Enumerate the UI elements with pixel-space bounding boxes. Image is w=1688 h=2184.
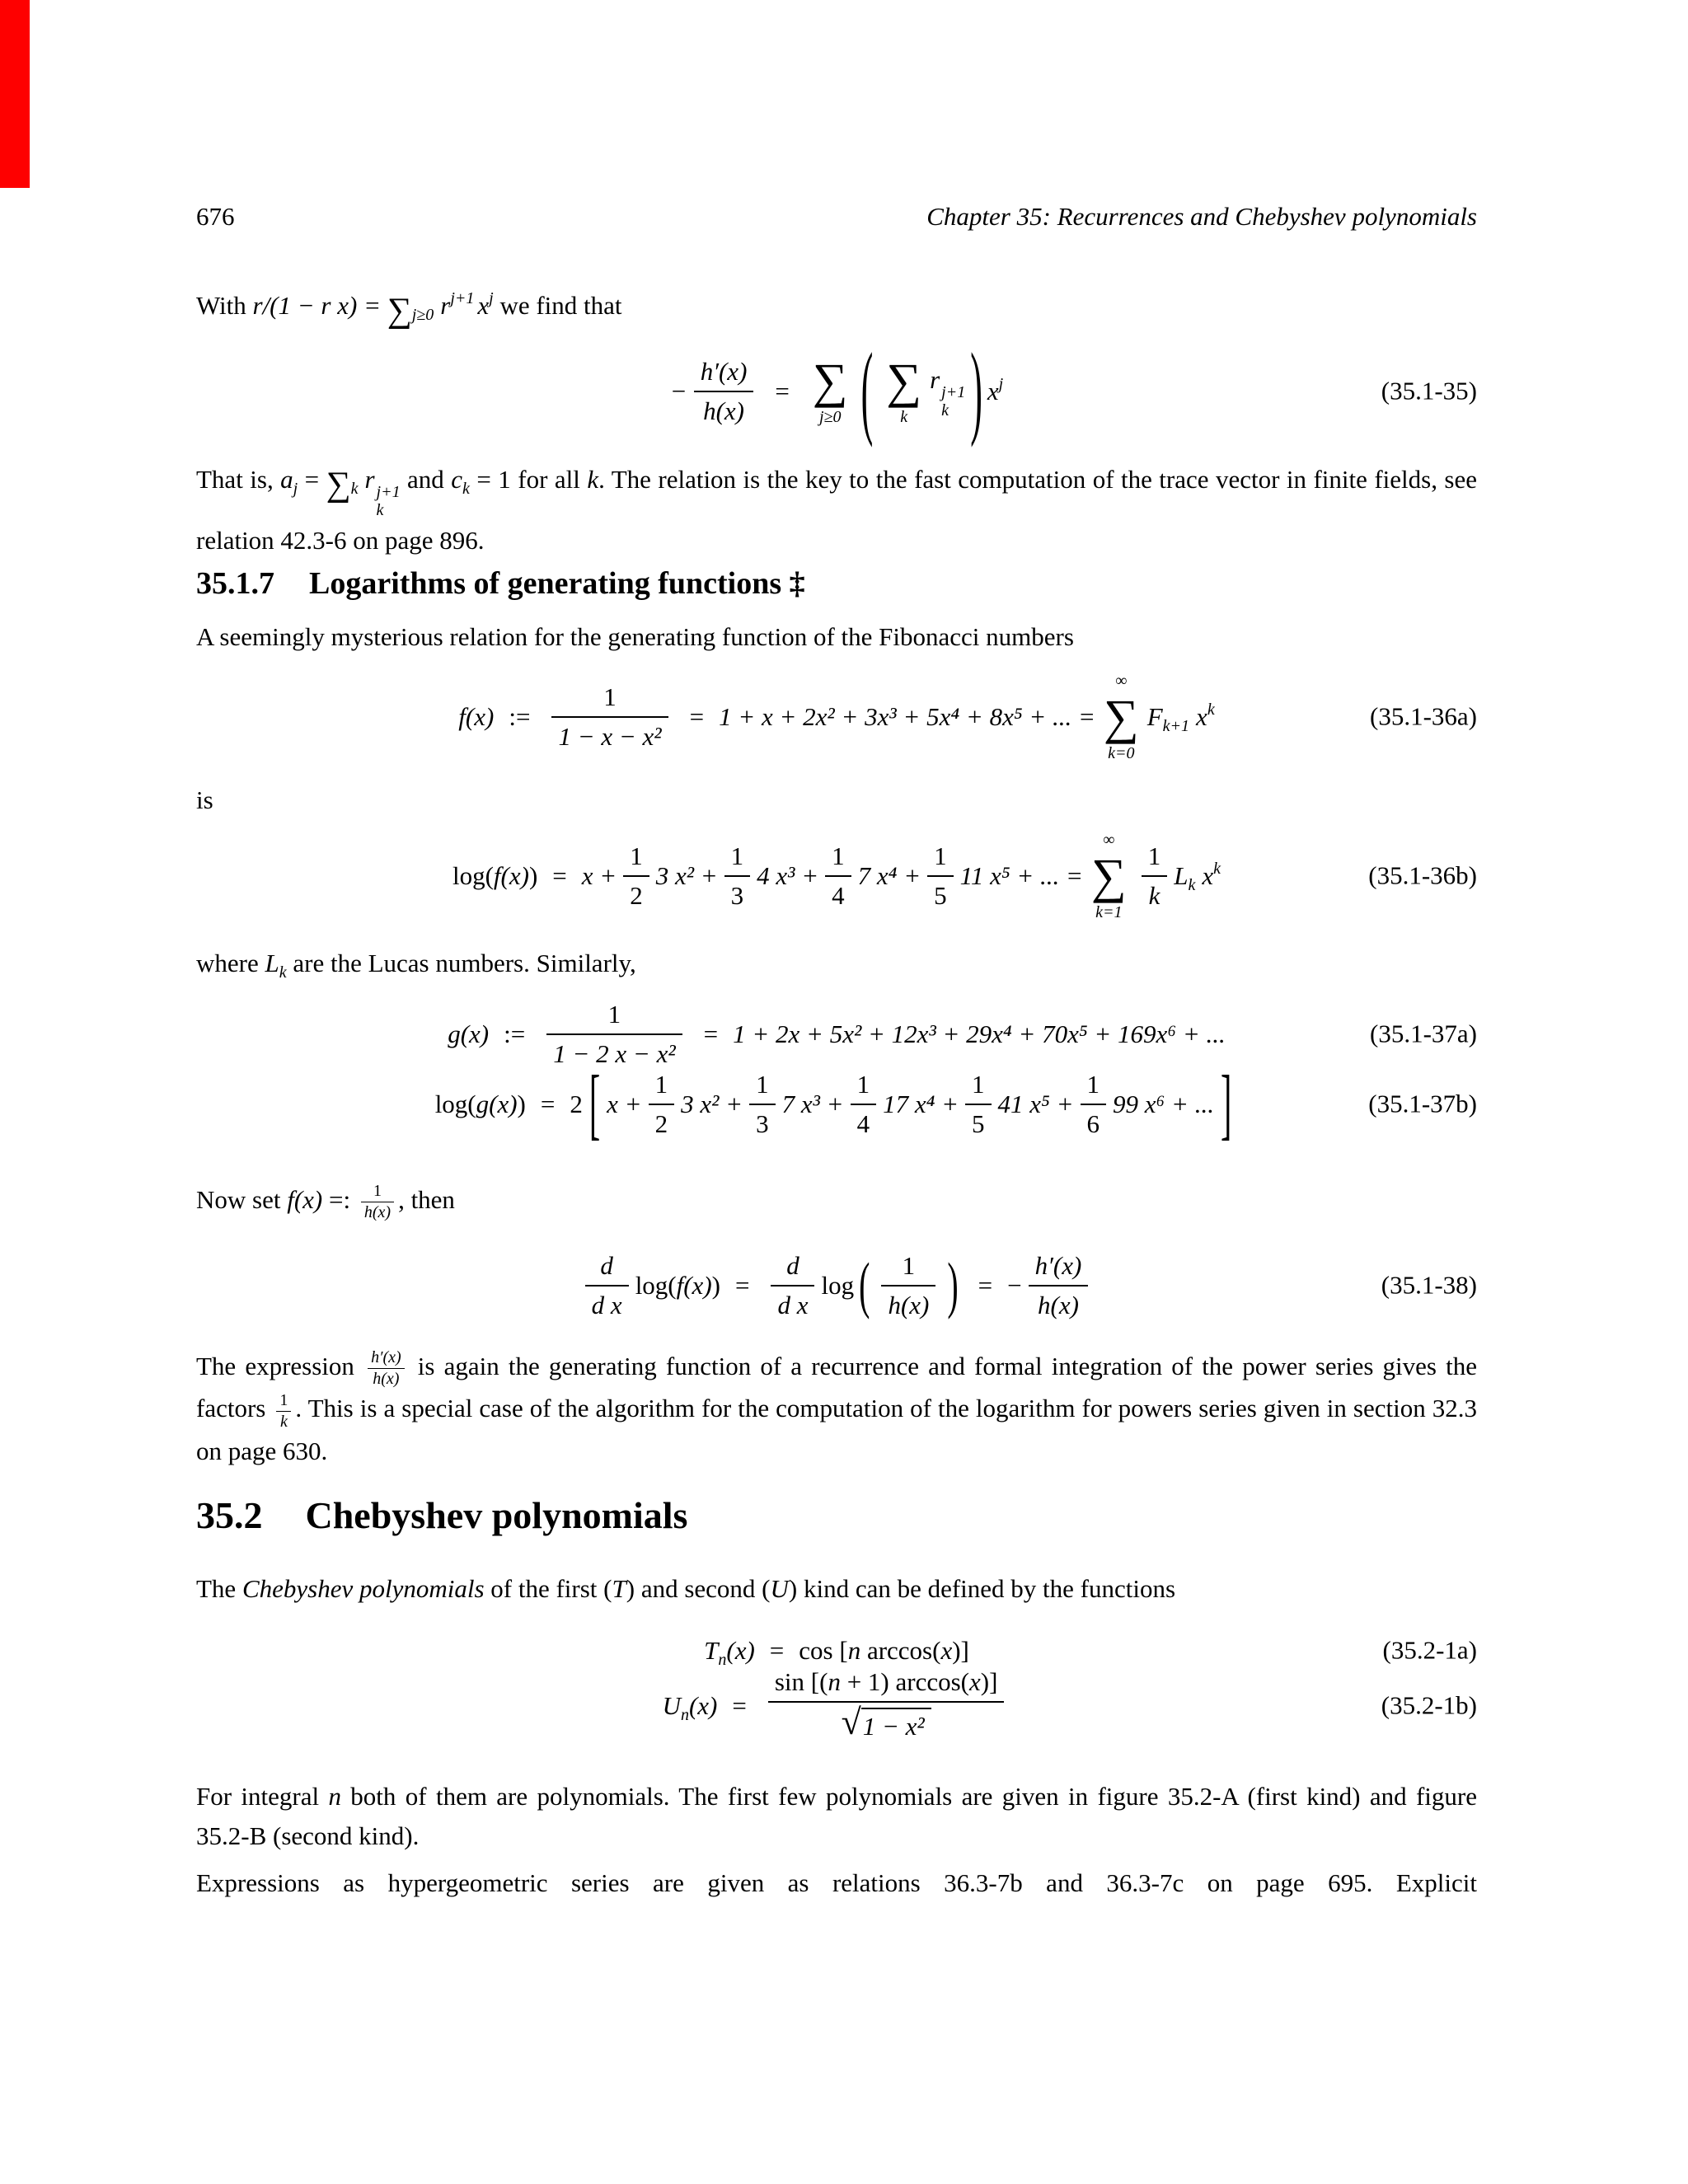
text-run: The expression (196, 1352, 364, 1380)
fraction-denominator: h(x) (703, 396, 744, 425)
fraction-numerator: 1 (1081, 1069, 1107, 1104)
text-run: cos [ (799, 1635, 848, 1665)
equation-35-1-35 (196, 331, 1477, 449)
running-title: Chapter 35: Recurrences and Chebyshev polynomials (926, 202, 1477, 231)
fraction-denominator: 1 − x − x² (558, 721, 662, 751)
index: k (376, 501, 384, 519)
summand (930, 364, 965, 419)
fraction-denominator: 3 (730, 880, 744, 910)
function-g: g(x) (476, 1089, 518, 1118)
sum-icon: ∑ (387, 292, 412, 330)
fraction-denominator: 2 (654, 1108, 668, 1138)
minus-sign: − (1007, 1270, 1022, 1300)
paragraph-seemingly (196, 616, 1477, 658)
text-run: and (400, 465, 452, 494)
text-run: The (196, 1574, 242, 1603)
red-bookmark-bar (0, 0, 30, 188)
super-subscript (941, 383, 965, 419)
paragraph-that-is (196, 458, 1477, 562)
section-heading-35-1-7 (196, 565, 805, 602)
summation (1091, 830, 1127, 923)
variable-n: n (328, 1782, 341, 1811)
square-root (841, 1701, 931, 1744)
fraction-denominator: 6 (1086, 1108, 1100, 1138)
sigma-icon: ∑ (1090, 848, 1127, 903)
equation-35-1-38 (196, 1238, 1477, 1333)
fraction-denominator: h(x) (1038, 1290, 1079, 1319)
derivative-fraction (771, 1250, 814, 1320)
fraction-numerator (768, 1666, 1005, 1702)
variable-x: x (968, 1667, 981, 1697)
chebyshev-T (704, 1635, 755, 1667)
variable-T: T (612, 1574, 626, 1603)
paragraph-now-set (196, 1177, 1477, 1223)
equation-tag: (35.2-1a) (1382, 1635, 1477, 1665)
fraction-denominator: 3 (756, 1108, 769, 1138)
left-paren: ( (859, 1249, 870, 1320)
fraction-numerator: 1 (927, 841, 954, 876)
variable-n: n (847, 1635, 861, 1665)
equation-35-1-37b (196, 1055, 1477, 1154)
fraction-denominator (768, 1703, 1005, 1746)
right-bracket: ] (1220, 1058, 1232, 1148)
text-run: That is, (196, 465, 281, 494)
fraction-numerator: h′(x) (1029, 1250, 1089, 1286)
fraction-numerator: 1 (724, 841, 751, 876)
derivative-fraction (585, 1250, 629, 1320)
log-label: log (821, 1270, 855, 1300)
fraction (851, 1069, 877, 1139)
index: n (680, 1705, 689, 1724)
math-term (440, 285, 493, 326)
equation-tag: (35.1-37a) (1370, 1019, 1477, 1048)
equals-colon: =: (322, 1185, 357, 1214)
text-run: A seemingly mysterious relation for the generating function of the Fibonacci numbers (196, 622, 1074, 651)
text-run: where (196, 949, 265, 977)
sum-icon: ∑ (326, 466, 351, 504)
fraction-denominator: k (1148, 880, 1160, 910)
equals: = (298, 465, 326, 494)
text-run: is again the generating function of a recurrence and formal integration of the power series gives the factors (196, 1352, 1478, 1423)
math-term (364, 458, 400, 519)
text-run: of the first ( (484, 1574, 612, 1603)
sigma-icon: ∑ (886, 354, 922, 408)
fraction (551, 682, 668, 752)
fraction-numerator: 1 (965, 1069, 992, 1104)
log-g (435, 1089, 526, 1121)
inline-fraction (276, 1391, 291, 1432)
radicand: 1 − x² (861, 1708, 931, 1741)
series-term: 3 x² + (655, 860, 718, 890)
fraction (623, 841, 649, 911)
paragraph-is (196, 780, 1477, 821)
page-number: 676 (196, 202, 235, 231)
text-run: we find that (493, 291, 622, 320)
variable-c: c (451, 465, 463, 494)
summation (1104, 671, 1139, 764)
fraction (724, 841, 751, 911)
summation (813, 355, 848, 428)
variable-U: U (770, 1574, 789, 1603)
variable-k: k (587, 465, 599, 494)
fraction (825, 841, 851, 911)
equation-tag: (35.1-37b) (1368, 1089, 1477, 1118)
paragraph-integral (196, 1777, 1477, 1856)
series-term: 99 x⁶ + ... (1113, 1089, 1214, 1118)
text-run: ) kind can be defined by the functions (788, 1574, 1176, 1603)
equals-sign: = (703, 1019, 719, 1048)
summand (1147, 701, 1215, 733)
text-run: = 1 for all (469, 465, 588, 494)
paragraph-chebyshev (196, 1568, 1477, 1610)
left-paren: ( (860, 331, 874, 449)
variable-r: r (364, 465, 375, 494)
series-term: 41 x⁵ + (997, 1089, 1074, 1118)
fraction-denominator: 5 (934, 880, 947, 910)
log-f (452, 860, 537, 893)
variable-r: r (930, 364, 940, 394)
sigma-icon: ∑ (812, 354, 848, 408)
fraction-numerator: 1 (749, 1069, 776, 1104)
defined-equals: := (509, 701, 531, 731)
function-f: f(x) (676, 1270, 712, 1300)
text-run: ) and second ( (626, 1574, 771, 1603)
equals-sign: = (689, 701, 705, 731)
fraction-denominator: 5 (972, 1108, 985, 1138)
exponent: j (998, 374, 1004, 393)
equation-35-2-1a (196, 1633, 1477, 1668)
exponent: k (1207, 700, 1215, 719)
section-number: 35.1.7 (196, 566, 274, 601)
fraction-denominator: h(x) (373, 1370, 400, 1389)
fraction-numerator: 1 (825, 841, 851, 876)
function-f: f(x) (493, 860, 529, 890)
defined-equals: := (504, 1019, 526, 1048)
function-g: g(x) (448, 1019, 490, 1048)
fraction-numerator: d (771, 1250, 814, 1286)
minus-sign: − (669, 376, 687, 405)
fraction-denominator: d x (777, 1290, 809, 1319)
fraction-denominator: 1 − 2 x − x² (553, 1038, 676, 1068)
text-run: , then (398, 1185, 455, 1214)
fraction-denominator: k (279, 1412, 288, 1431)
text-run: are the Lucas numbers. Similarly, (286, 949, 636, 977)
math-term (987, 376, 1003, 408)
equals-sign: = (732, 1690, 747, 1720)
fraction-denominator: 4 (832, 880, 845, 910)
text-run: sin [( (774, 1667, 828, 1697)
section-title: Chebyshev polynomials (305, 1494, 688, 1536)
math-run: r/(1 − r x) = (252, 291, 387, 320)
section-heading-35-2 (196, 1493, 687, 1537)
text-run: Expressions as hypergeometric series are given as relations 36.3-7b and 36.3-7c on page 695. Explicit (196, 1868, 1477, 1897)
variable-T: T (704, 1635, 719, 1665)
series-expansion: 1 + x + 2x² + 3x³ + 5x⁴ + 8x⁵ + ... = (719, 701, 1095, 731)
radical-icon: √ (841, 1701, 861, 1742)
variable-x: x (987, 376, 999, 405)
series-term: x + (581, 860, 617, 890)
close-paren: ) (528, 860, 538, 890)
variable-x: x (940, 1635, 953, 1665)
text-run: )] (980, 1667, 998, 1697)
exponent: j (489, 289, 494, 307)
exponent: j+1 (376, 483, 401, 501)
index: k (941, 401, 950, 419)
emphasized-term: Chebyshev polynomials (241, 1574, 485, 1603)
equation-tag: (35.1-36b) (1368, 860, 1477, 890)
text-run: Now set (196, 1185, 288, 1214)
argument: (x) (726, 1635, 755, 1665)
inner-summation (886, 355, 921, 428)
function-f: f(x) (287, 1185, 323, 1214)
section-number: 35.2 (196, 1494, 263, 1536)
fraction (965, 1069, 992, 1139)
inline-fraction (368, 1348, 405, 1389)
fraction (1142, 841, 1168, 911)
lucas-symbol: L (265, 949, 279, 977)
paragraph-lucas (196, 943, 1477, 984)
series-term: 11 x⁵ + ... = (959, 860, 1083, 890)
paragraph-intro (196, 285, 1477, 330)
argument: (x) (688, 1690, 718, 1720)
equals-sign: = (978, 1270, 993, 1300)
variable-x: x (1196, 701, 1207, 731)
fraction-numerator: 1 (546, 999, 682, 1034)
fraction-numerator: 1 (551, 682, 668, 717)
fraction-numerator: h′(x) (368, 1348, 405, 1369)
variable-a: a (280, 465, 293, 494)
lucas-symbol: L (1174, 860, 1189, 890)
fraction-numerator: d (585, 1250, 629, 1286)
index: n (718, 1650, 727, 1669)
equation-35-2-1b (196, 1666, 1477, 1746)
variable-U: U (662, 1690, 681, 1720)
log-label: log( (635, 1270, 677, 1300)
page-header (196, 202, 1477, 232)
fibonacci-symbol: F (1146, 701, 1163, 731)
right-paren: ) (970, 331, 982, 449)
sum-lower-limit: j≥0 (411, 306, 434, 324)
summand (1174, 860, 1221, 893)
equals-sign: = (775, 376, 790, 405)
fraction (881, 1250, 935, 1320)
series-expansion: 1 + 2x + 5x² + 12x³ + 29x⁴ + 70x⁵ + 169x⁶ + ... (733, 1019, 1226, 1048)
series-term: 7 x³ + (781, 1089, 844, 1118)
fraction-numerator: 1 (851, 1069, 877, 1104)
sum-upper-limit: ∞ (1115, 671, 1128, 690)
close-paren: ) (711, 1270, 720, 1300)
text-run: With (196, 291, 253, 320)
sum-lower-limit: k (900, 408, 908, 426)
text-run: + 1) arccos( (840, 1667, 969, 1697)
equals-sign: = (734, 1270, 750, 1300)
series-term: x + (607, 1089, 642, 1118)
chebyshev-U (663, 1690, 718, 1722)
sum-upper-limit: ∞ (1103, 830, 1115, 849)
fraction (649, 1069, 675, 1139)
text-run: For integral (196, 1782, 329, 1811)
equation-tag: (35.2-1b) (1381, 1690, 1477, 1720)
section-title: Logarithms of generating functions ‡ (309, 566, 805, 601)
right-paren: ) (947, 1249, 959, 1320)
sum-lower-limit: k (350, 480, 359, 498)
sum-lower-limit: k=1 (1095, 902, 1123, 921)
equation-35-1-36b (196, 818, 1477, 934)
text-run: . This is a special case of the algorithm for the computation of the logarithm for powers series given in section 32.3 on page 630. (196, 1394, 1478, 1465)
text-run: is (196, 785, 213, 814)
fraction-numerator: 1 (1142, 841, 1168, 876)
variable-x: x (1202, 860, 1214, 890)
exponent: j+1 (941, 382, 966, 401)
text-run: arccos( (860, 1635, 941, 1665)
sigma-icon: ∑ (1103, 689, 1139, 744)
log-label: log( (452, 860, 494, 890)
paragraph-expressions (196, 1863, 1477, 1904)
series-term: 7 x⁴ + (857, 860, 921, 890)
exponent: j+1 (450, 289, 475, 307)
fraction (694, 356, 754, 426)
equation-35-1-36a (196, 659, 1477, 775)
paragraph-expression (196, 1347, 1477, 1471)
text-run: )] (952, 1635, 969, 1665)
fraction-numerator: 1 (361, 1182, 394, 1202)
equation-tag: (35.1-38) (1381, 1270, 1477, 1300)
log-label: log( (434, 1089, 476, 1118)
exponent: k (1213, 859, 1221, 878)
sum-lower-limit: k=0 (1108, 743, 1135, 762)
fraction-denominator: h(x) (363, 1203, 392, 1222)
fraction-numerator: 1 (649, 1069, 675, 1104)
fraction (768, 1666, 1005, 1745)
inline-fraction (361, 1182, 394, 1222)
index: k (462, 480, 470, 498)
fraction-denominator: 2 (630, 880, 643, 910)
index: j (293, 480, 298, 498)
text-run: both of them are polynomials. The first few polynomials are given in figure 35.2-A (first kind) and figure 35.2-B (second kind). (196, 1782, 1477, 1850)
fraction-numerator: h′(x) (694, 356, 754, 391)
coefficient: 2 (570, 1089, 583, 1118)
fraction (1029, 1250, 1089, 1320)
series-term: 17 x⁴ + (883, 1089, 959, 1118)
index: k (1188, 875, 1196, 894)
variable-r: r (440, 291, 451, 320)
fraction (749, 1069, 776, 1139)
fraction-denominator: h(x) (888, 1290, 930, 1319)
equals-sign: = (540, 1089, 556, 1118)
fraction (1081, 1069, 1107, 1139)
cosine-expression (799, 1635, 969, 1667)
series-term: 4 x³ + (757, 860, 819, 890)
function-f: f(x) (458, 701, 495, 731)
text-run: . The relation is the key to the fast computation of the trace vector in finite fields, see relation 42.3-6 on page 896. (196, 465, 1477, 555)
equals-sign: = (769, 1635, 785, 1665)
equation-tag: (35.1-36a) (1370, 701, 1477, 731)
fraction-denominator: d x (591, 1290, 622, 1319)
fraction-numerator: 1 (881, 1250, 935, 1286)
fraction-numerator: 1 (276, 1391, 291, 1412)
equals-sign: = (552, 860, 567, 890)
super-subscript (377, 483, 401, 519)
series-term: 3 x² + (681, 1089, 743, 1118)
sum-lower-limit: j≥0 (818, 408, 842, 426)
variable-n: n (828, 1667, 841, 1697)
fraction-numerator: 1 (623, 841, 649, 876)
log-f (635, 1270, 720, 1302)
fraction (927, 841, 954, 911)
index: k+1 (1162, 716, 1190, 735)
fraction-denominator: 4 (856, 1108, 870, 1138)
equation-tag: (35.1-35) (1381, 376, 1477, 405)
index: k (279, 963, 287, 982)
close-paren: ) (517, 1089, 526, 1118)
left-bracket: [ (588, 1058, 601, 1148)
variable-x: x (477, 291, 490, 320)
